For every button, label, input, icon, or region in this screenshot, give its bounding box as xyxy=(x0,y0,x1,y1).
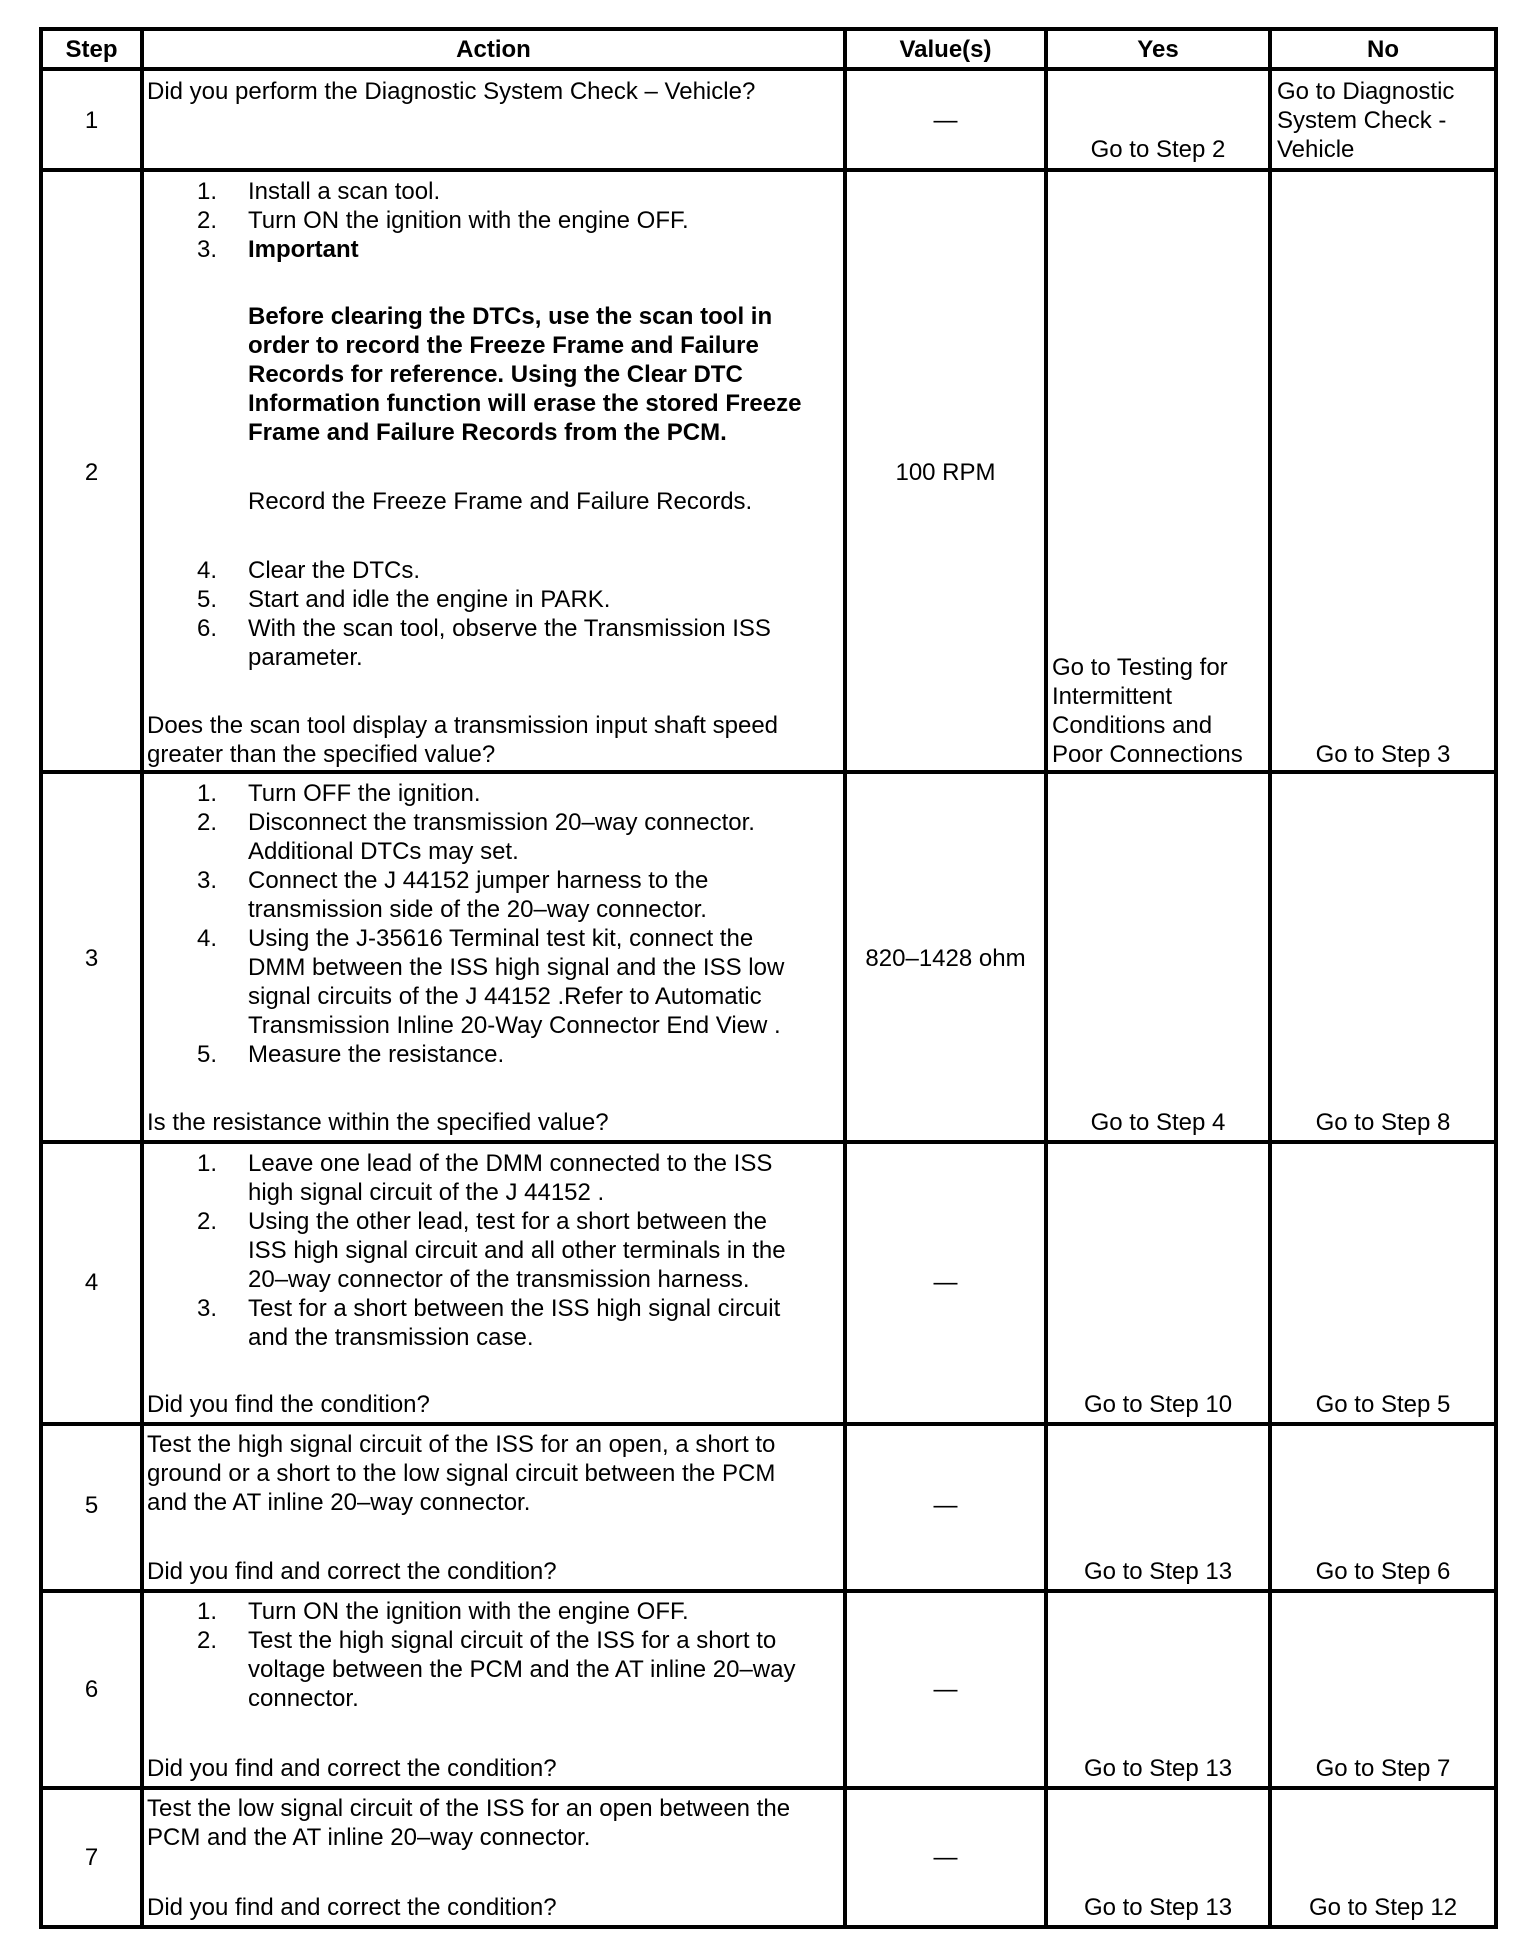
yes-cell: Go to Testing for xyxy=(1052,654,1228,681)
step-number: 6 xyxy=(84,1676,99,1703)
yes-cell: Go to Step 2 xyxy=(1090,136,1226,163)
list-item: With the scan tool, observe the Transmission ISS xyxy=(248,615,771,642)
grid-line xyxy=(39,67,1498,71)
grid-line xyxy=(39,1786,1498,1790)
yes-cell: Conditions and xyxy=(1052,712,1213,739)
list-number: 5. xyxy=(197,1041,218,1068)
yes-cell: Intermittent xyxy=(1052,683,1173,710)
action-text: PCM and the AT inline 20–way connector. xyxy=(147,1824,591,1851)
important-note: Before clearing the DTCs, use the scan tool in xyxy=(248,303,773,330)
no-cell: Vehicle xyxy=(1277,136,1355,163)
grid-line xyxy=(39,1925,1498,1929)
list-number: 4. xyxy=(197,557,218,584)
action-text: ground or a short to the low signal circuit between the PCM xyxy=(147,1460,776,1487)
list-item: Leave one lead of the DMM connected to the ISS xyxy=(248,1150,773,1177)
grid-line xyxy=(39,1422,1498,1426)
list-item: signal circuits of the J 44152 .Refer to Automatic xyxy=(248,983,762,1010)
list-item: Turn ON the ignition with the engine OFF. xyxy=(248,1598,689,1625)
grid-line xyxy=(1494,27,1498,1929)
list-number: 1. xyxy=(197,780,218,807)
list-item: DMM between the ISS high signal and the ISS low xyxy=(248,954,785,981)
important-note: order to record the Freeze Frame and Failure xyxy=(248,332,759,359)
list-item: high signal circuit of the J 44152 . xyxy=(248,1179,605,1206)
grid-line xyxy=(39,1140,1498,1144)
action-question: Did you find and correct the condition? xyxy=(147,1558,557,1585)
value-cell: 820–1428 ohm xyxy=(865,945,1026,972)
step-number: 7 xyxy=(84,1844,99,1871)
yes-cell: Go to Step 4 xyxy=(1090,1109,1226,1136)
list-number: 2. xyxy=(197,1627,218,1654)
list-number: 3. xyxy=(197,236,218,263)
action-text: and the AT inline 20–way connector. xyxy=(147,1489,531,1516)
action-question: Did you find the condition? xyxy=(147,1391,430,1418)
action-question: Does the scan tool display a transmission input shaft speed xyxy=(147,712,779,739)
action-text: Test the high signal circuit of the ISS for an open, a short to xyxy=(147,1431,776,1458)
no-cell: Go to Step 6 xyxy=(1315,1558,1451,1585)
list-item: Connect the J 44152 jumper harness to the xyxy=(248,867,709,894)
important-note: Information function will erase the stored Freeze xyxy=(248,390,802,417)
no-cell: Go to Step 5 xyxy=(1315,1391,1451,1418)
list-item: 20–way connector of the transmission harness. xyxy=(248,1266,750,1293)
value-cell: 100 RPM xyxy=(895,459,996,486)
list-item: and the transmission case. xyxy=(248,1324,534,1351)
header-yes: Yes xyxy=(1137,36,1179,63)
record-text: Record the Freeze Frame and Failure Records. xyxy=(248,488,753,515)
list-item: voltage between the PCM and the AT inline 20–way xyxy=(248,1656,796,1683)
grid-line xyxy=(843,27,847,1929)
no-cell: System Check - xyxy=(1277,107,1447,134)
grid-line xyxy=(39,1589,1498,1593)
yes-cell: Go to Step 13 xyxy=(1083,1558,1233,1585)
value-cell: — xyxy=(933,107,958,134)
grid-line xyxy=(39,27,1498,31)
important-note: Records for reference. Using the Clear DTC xyxy=(248,361,743,388)
step-number: 3 xyxy=(84,945,99,972)
important-label: Important xyxy=(248,236,359,263)
action-question: Did you find and correct the condition? xyxy=(147,1755,557,1782)
no-cell: Go to Step 3 xyxy=(1315,741,1451,768)
list-number: 1. xyxy=(197,178,218,205)
action-text: Test the low signal circuit of the ISS for an open between the xyxy=(147,1795,791,1822)
no-cell: Go to Step 12 xyxy=(1308,1894,1458,1921)
header-values: Value(s) xyxy=(899,36,992,63)
list-number: 2. xyxy=(197,1208,218,1235)
list-item: ISS high signal circuit and all other terminals in the xyxy=(248,1237,786,1264)
list-item: parameter. xyxy=(248,644,363,671)
list-item: Measure the resistance. xyxy=(248,1041,505,1068)
header-step: Step xyxy=(65,36,118,63)
yes-cell: Go to Step 10 xyxy=(1083,1391,1233,1418)
no-cell: Go to Step 8 xyxy=(1315,1109,1451,1136)
header-action: Action xyxy=(456,36,531,63)
list-item: Using the J-35616 Terminal test kit, connect the xyxy=(248,925,754,952)
list-item: Turn OFF the ignition. xyxy=(248,780,481,807)
value-cell: — xyxy=(933,1492,958,1519)
grid-line xyxy=(39,770,1498,774)
list-item: Using the other lead, test for a short between the xyxy=(248,1208,767,1235)
list-number: 5. xyxy=(197,586,218,613)
list-item: Disconnect the transmission 20–way connector. xyxy=(248,809,755,836)
list-item: transmission side of the 20–way connector. xyxy=(248,896,707,923)
value-cell: — xyxy=(933,1844,958,1871)
grid-line xyxy=(140,27,144,1929)
list-number: 3. xyxy=(197,867,218,894)
list-item: connector. xyxy=(248,1685,359,1712)
value-cell: — xyxy=(933,1269,958,1296)
action-question: Is the resistance within the specified value? xyxy=(147,1109,609,1136)
grid-line xyxy=(39,27,43,1929)
step-number: 4 xyxy=(84,1269,99,1296)
grid-line xyxy=(1044,27,1048,1929)
action-question: Did you find and correct the condition? xyxy=(147,1894,557,1921)
list-item: Transmission Inline 20-Way Connector End View . xyxy=(248,1012,781,1039)
grid-line xyxy=(1268,27,1272,1929)
no-cell: Go to Step 7 xyxy=(1315,1755,1451,1782)
list-item: Install a scan tool. xyxy=(248,178,441,205)
no-cell: Go to Diagnostic xyxy=(1277,78,1455,105)
yes-cell: Go to Step 13 xyxy=(1083,1755,1233,1782)
list-item: Test for a short between the ISS high signal circuit xyxy=(248,1295,781,1322)
action-question: Did you perform the Diagnostic System Check – Vehicle? xyxy=(147,78,756,105)
yes-cell: Poor Connections xyxy=(1052,741,1243,768)
list-number: 1. xyxy=(197,1598,218,1625)
list-item: Additional DTCs may set. xyxy=(248,838,519,865)
list-number: 2. xyxy=(197,809,218,836)
important-note: Frame and Failure Records from the PCM. xyxy=(248,419,727,446)
list-number: 6. xyxy=(197,615,218,642)
header-no: No xyxy=(1367,36,1399,63)
yes-cell: Go to Step 13 xyxy=(1083,1894,1233,1921)
action-question: greater than the specified value? xyxy=(147,741,496,768)
step-number: 5 xyxy=(84,1492,99,1519)
list-item: Clear the DTCs. xyxy=(248,557,421,584)
value-cell: — xyxy=(933,1676,958,1703)
step-number: 2 xyxy=(84,459,99,486)
list-item: Test the high signal circuit of the ISS for a short to xyxy=(248,1627,777,1654)
list-number: 4. xyxy=(197,925,218,952)
list-number: 2. xyxy=(197,207,218,234)
list-number: 1. xyxy=(197,1150,218,1177)
list-item: Start and idle the engine in PARK. xyxy=(248,586,611,613)
list-item: Turn ON the ignition with the engine OFF. xyxy=(248,207,689,234)
step-number: 1 xyxy=(84,107,99,134)
grid-line xyxy=(39,168,1498,172)
list-number: 3. xyxy=(197,1295,218,1322)
